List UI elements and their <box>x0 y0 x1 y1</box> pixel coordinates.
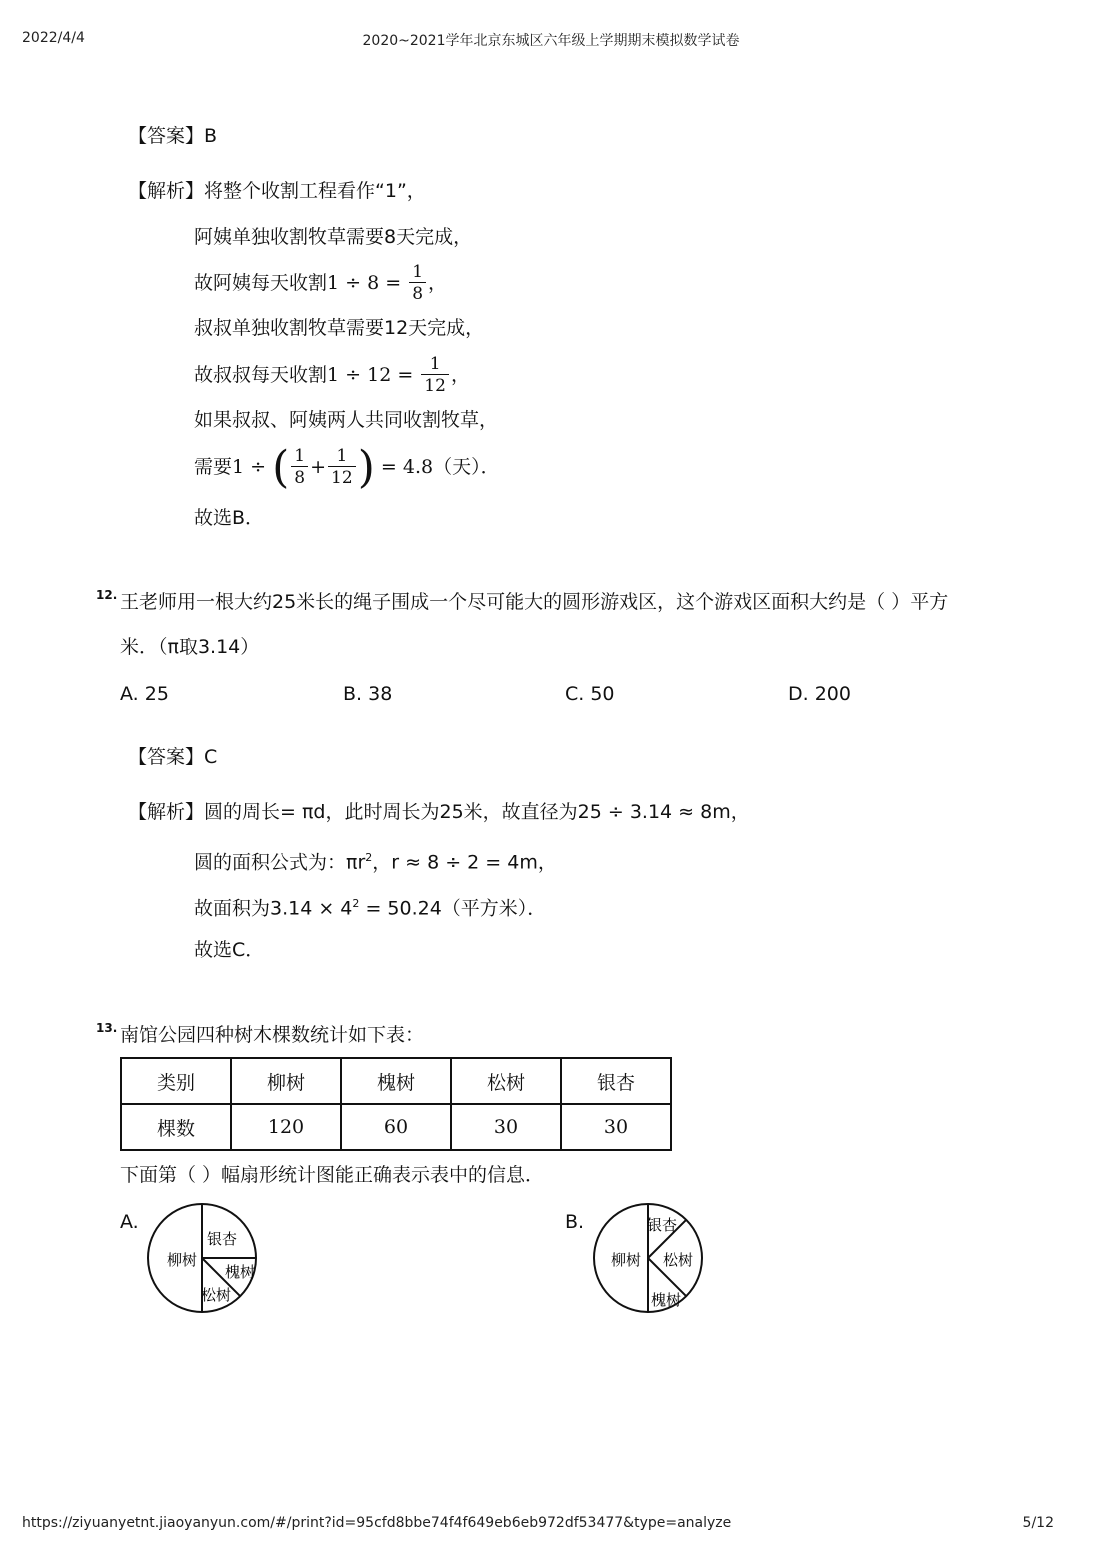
q11-answer <box>128 124 217 148</box>
pie-b-label-locust: 槐树 <box>650 1291 682 1309</box>
comma: ， <box>428 272 448 294</box>
pie-b-label-willow: 柳树 <box>610 1251 642 1269</box>
pie-b-label-pine: 松树 <box>662 1251 694 1269</box>
fraction-one-twelfth <box>421 354 449 397</box>
q11-line1: 阿姨单独收割牧草需要8天完成， <box>194 226 473 248</box>
q12-conclusion: 故选C． <box>194 939 265 961</box>
q11-line4 <box>194 350 470 400</box>
line-text: = 50.24（平方米）． <box>359 897 547 920</box>
option-d: D. 200 <box>788 683 851 705</box>
q11-analysis-first-line <box>128 179 426 203</box>
pie-a-label-pine: 松树 <box>200 1286 232 1304</box>
fraction-denominator: 12 <box>424 376 446 396</box>
table-cell: 30 <box>561 1104 671 1150</box>
line-text: 故阿姨每天收割 <box>194 272 328 294</box>
pie-option-a-label: A. <box>120 1211 139 1233</box>
table-header-cell: 类别 <box>121 1058 231 1104</box>
line-text: ，r ≈ 8 ÷ 2 = 4m， <box>372 851 557 874</box>
answer-label: 【答案】 <box>128 125 205 147</box>
document-title: 2020~2021学年北京东城区六年级上学期期末模拟数学试卷 <box>362 33 740 49</box>
table-header-cell: 槐树 <box>341 1058 451 1104</box>
right-paren: ) <box>357 441 375 493</box>
answer-value: B <box>204 125 218 147</box>
question-number: 13. <box>96 1021 118 1035</box>
line-text: 需要 <box>194 456 233 478</box>
line-text: 故叔叔每天收割 <box>194 364 328 386</box>
fraction-numerator: 1 <box>291 446 308 467</box>
math-expression: 1 ÷ <box>232 456 267 478</box>
analysis-label: 【解析】 <box>128 180 205 202</box>
superscript: 2 <box>365 851 373 864</box>
table-header-cell: 柳树 <box>231 1058 341 1104</box>
fraction-one-eighth <box>291 446 308 489</box>
q13-question-text: 南馆公园四种树木棵数统计如下表： <box>120 1024 425 1046</box>
q11-line5: 如果叔叔、阿姨两人共同收割牧草， <box>194 409 499 431</box>
option-a: A. 25 <box>120 683 169 705</box>
superscript: 2 <box>352 897 360 910</box>
math-expression: 1 ÷ 12 = <box>327 364 414 386</box>
pie-a-label-locust: 槐树 <box>224 1263 256 1281</box>
q12-answer <box>128 745 217 769</box>
analysis-label: 【解析】 <box>128 801 205 823</box>
q11-line3: 叔叔单独收割牧草需要12天完成， <box>194 317 485 339</box>
option-c: C. 50 <box>565 683 615 705</box>
pie-b-label-ginkgo: 银杏 <box>646 1216 678 1234</box>
fraction-numerator: 1 <box>328 446 356 467</box>
fraction-numerator: 1 <box>409 262 426 283</box>
left-paren: ( <box>272 441 290 493</box>
page-number: 5/12 <box>1022 1515 1054 1531</box>
unit: （天）． <box>433 456 500 478</box>
fraction-denominator: 12 <box>331 468 353 488</box>
table-cell: 120 <box>231 1104 341 1150</box>
option-b: B. 38 <box>343 683 393 705</box>
table-header-cell: 银杏 <box>561 1058 671 1104</box>
pie-chart-b <box>592 1202 704 1314</box>
q13-sub-question: 下面第（ ）幅扇形统计图能正确表示表中的信息． <box>120 1164 545 1186</box>
plus-sign: + <box>310 456 327 478</box>
table-cell: 60 <box>341 1104 451 1150</box>
comma: ， <box>450 364 470 386</box>
q12-line3 <box>194 892 546 920</box>
table-cell: 30 <box>451 1104 561 1150</box>
fraction-numerator: 1 <box>421 354 449 375</box>
q11-conclusion: 故选B． <box>194 507 265 529</box>
q12-question-line2: 米．（π取3.14） <box>120 636 260 658</box>
question-number: 12. <box>96 588 118 602</box>
table-header-row <box>121 1058 671 1104</box>
answer-value: C <box>204 746 218 768</box>
line-text: 圆的面积公式为：πr <box>194 851 366 874</box>
analysis-text: 圆的周长= πd，此时周长为25米，故直径为25 ÷ 3.14 ≈ 8m， <box>204 801 750 823</box>
table-row-label: 棵数 <box>121 1104 231 1150</box>
tree-count-table <box>120 1057 672 1151</box>
pie-chart-a <box>146 1202 258 1314</box>
print-date: 2022/4/4 <box>22 30 85 46</box>
q12-question-line1: 王老师用一根大约25米长的绳子围成一个尽可能大的圆形游戏区，这个游戏区面积大约是（ ）平方 <box>120 591 949 613</box>
q11-line2 <box>194 258 447 308</box>
fraction-denominator: 8 <box>412 284 424 304</box>
pie-option-b-label: B. <box>565 1211 585 1233</box>
math-result: = 4.8 <box>380 456 434 478</box>
fraction-denominator: 8 <box>294 468 306 488</box>
q12-analysis-first-line <box>128 800 750 824</box>
table-header-cell: 松树 <box>451 1058 561 1104</box>
math-expression: 1 ÷ 8 = <box>327 272 402 294</box>
fraction-one-twelfth <box>328 446 356 489</box>
footer-url: https://ziyuanyetnt.jiaoyanyun.com/#/print?id=95cfd8bbe74f4f649eb6eb972df53477&type=analyze <box>22 1515 732 1531</box>
analysis-text: 将整个收割工程看作“1”， <box>204 180 426 202</box>
pie-a-label-ginkgo: 银杏 <box>206 1230 238 1248</box>
line-text: 故面积为3.14 × 4 <box>194 897 353 920</box>
pie-a-label-willow: 柳树 <box>166 1251 198 1269</box>
fraction-one-eighth <box>409 262 426 305</box>
q12-line2 <box>194 846 557 874</box>
answer-label: 【答案】 <box>128 746 205 768</box>
q11-line6 <box>194 438 500 496</box>
table-row <box>121 1104 671 1150</box>
